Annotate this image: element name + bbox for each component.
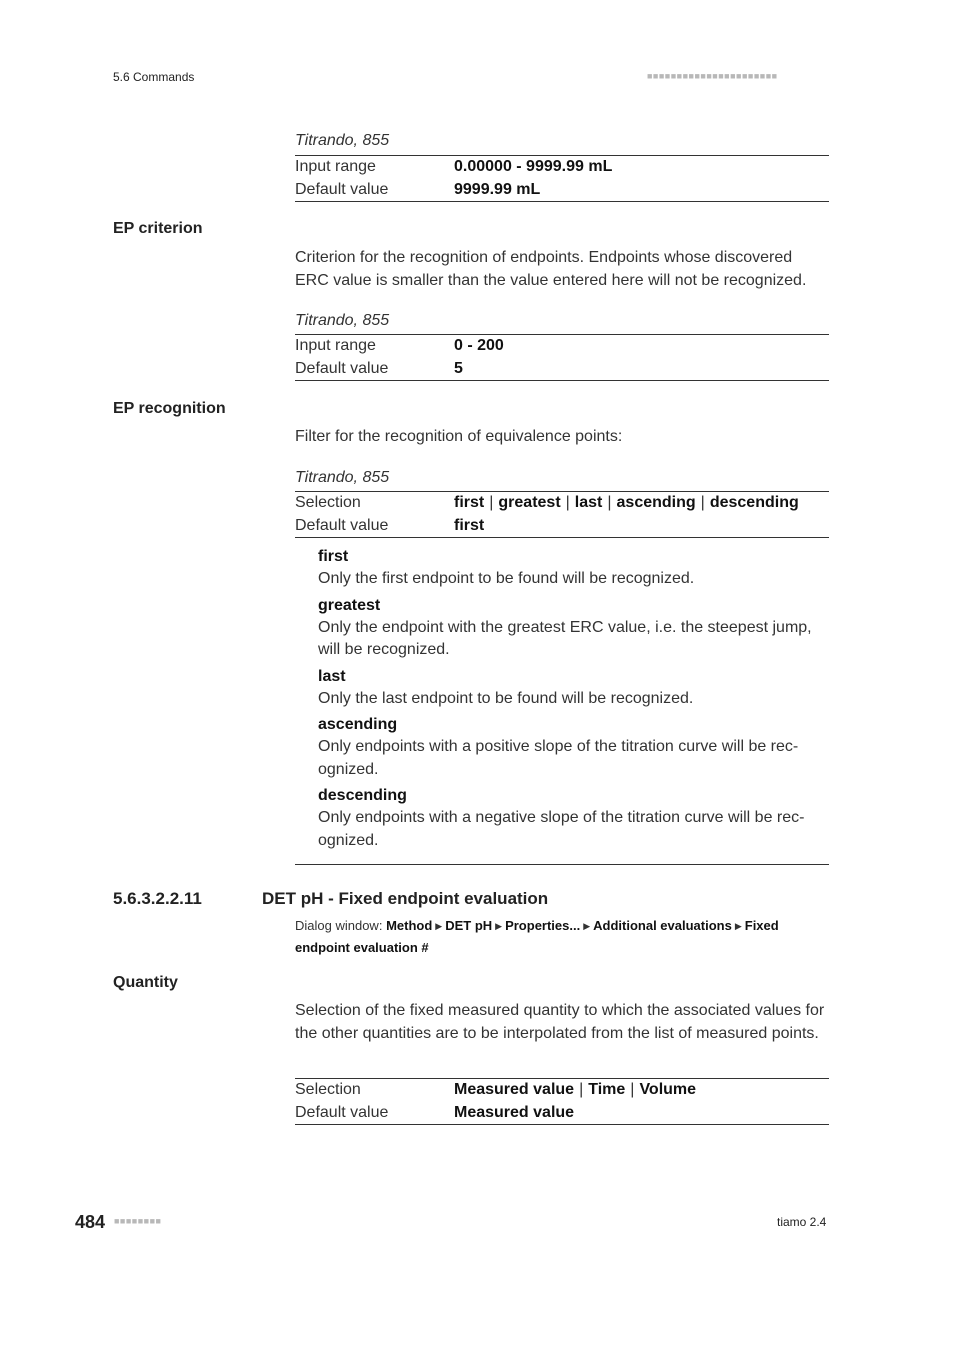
table-row — [295, 358, 829, 381]
option-item — [318, 546, 829, 591]
selection-option: descending — [709, 494, 799, 512]
selection-option: Time — [588, 1081, 626, 1099]
row-key: Default value — [295, 359, 389, 377]
page-number: 484 — [75, 1212, 106, 1232]
selection-option: Volume — [639, 1081, 697, 1099]
option-description: Only the endpoint with the greatest ERC value, i.e. the steepest jump, will be recognized. — [318, 618, 812, 658]
row-key: Selection — [295, 1081, 361, 1099]
option-name: first — [318, 548, 349, 565]
footer-dots-decoration: ■■■■■■■■ — [114, 1216, 162, 1226]
parameter-table — [295, 334, 829, 381]
separator: | — [565, 494, 570, 512]
option-name: greatest — [318, 596, 381, 614]
dialog-path-item: Additional evaluations — [593, 918, 732, 933]
row-key: Default value — [295, 516, 389, 534]
dialog-path-item: Properties... — [505, 918, 581, 933]
row-value: 0 - 200 — [454, 337, 504, 355]
row-value: Measured value — [454, 1103, 575, 1121]
selection-option: Measured value — [454, 1081, 575, 1099]
arrow-right-icon: ▶ — [435, 921, 443, 931]
table-title: Titrando, 855 — [295, 469, 390, 486]
selection-values — [454, 494, 799, 512]
row-key: Default value — [295, 180, 389, 198]
option-item — [318, 595, 829, 662]
running-header-section: 5.6 Commands — [113, 70, 195, 84]
option-list — [295, 546, 829, 865]
row-value: 5 — [454, 359, 463, 377]
option-item — [318, 666, 829, 711]
option-name: ascending — [318, 716, 398, 733]
header-dots-decoration: ■■■■■■■■■■■■■■■■■■■■■■ — [647, 71, 778, 81]
section-number: 5.6.3.2.2.11 — [113, 889, 202, 908]
separator: | — [579, 1081, 584, 1099]
row-key: Default value — [295, 1103, 389, 1121]
section-title: DET pH - Fixed endpoint evaluation — [262, 889, 549, 908]
option-name: last — [318, 667, 346, 685]
dialog-path-item: DET pH — [445, 918, 493, 933]
parameter-description: Filter for the recognition of equivalence points: — [295, 428, 623, 445]
separator: | — [700, 494, 705, 512]
option-item — [318, 714, 829, 781]
table-row — [295, 1079, 829, 1102]
table-title: Titrando, 855 — [295, 132, 390, 149]
row-value: 0.00000 - 9999.99 mL — [454, 158, 613, 176]
dialog-window-path — [295, 916, 835, 957]
table-row — [295, 515, 829, 539]
table-title: Titrando, 855 — [295, 312, 390, 329]
option-name: descending — [318, 787, 407, 804]
selection-option: ascending — [616, 494, 696, 512]
table-row — [295, 179, 829, 202]
selection-option: last — [574, 494, 603, 512]
option-description: Only the first endpoint to be found will be recognized. — [318, 570, 695, 587]
parameter-label-quantity: Quantity — [113, 974, 178, 991]
table-row — [295, 1102, 829, 1125]
table-row — [295, 492, 829, 515]
table-row — [295, 335, 829, 358]
parameter-description: Criterion for the recognition of endpoints. Endpoints whose discovered ERC value is smaller than the value entered here will not be recognized. — [295, 249, 807, 289]
row-key: Input range — [295, 158, 376, 176]
separator: | — [607, 494, 612, 512]
parameter-table — [295, 491, 829, 538]
product-name: tiamo 2.4 — [777, 1215, 827, 1229]
row-key: Selection — [295, 494, 361, 512]
dialog-path-item: Fixed endpoint evaluation # — [295, 918, 779, 955]
table-row — [295, 156, 829, 179]
separator: | — [630, 1081, 635, 1099]
option-description: Only the last endpoint to be found will be recognized. — [318, 689, 694, 707]
row-value: first — [454, 516, 485, 534]
parameter-description: Selection of the fixed measured quantity to which the associated values for the other quantities are to be interpolated from the list of measured points. — [295, 1002, 825, 1042]
parameter-label-ep-recognition: EP recognition — [113, 400, 226, 417]
option-description: Only endpoints with a positive slope of the titration curve will be rec-ognized. — [318, 738, 799, 778]
row-value: 9999.99 mL — [454, 180, 541, 198]
arrow-right-icon: ▶ — [734, 921, 742, 931]
option-description: Only endpoints with a negative slope of the titration curve will be rec-ognized. — [318, 809, 805, 849]
separator: | — [489, 494, 494, 512]
parameter-table — [295, 1078, 829, 1125]
arrow-right-icon: ▶ — [495, 921, 503, 931]
dialog-path-item: Method — [386, 918, 433, 933]
parameter-label-ep-criterion: EP criterion — [113, 220, 203, 237]
selection-option: greatest — [498, 494, 561, 512]
arrow-right-icon: ▶ — [583, 921, 591, 931]
option-item — [318, 785, 829, 852]
parameter-table — [295, 155, 829, 202]
row-key: Input range — [295, 337, 376, 355]
selection-values — [454, 1081, 696, 1099]
selection-option: first — [454, 494, 485, 512]
dialog-prefix: Dialog window: — [295, 918, 383, 933]
